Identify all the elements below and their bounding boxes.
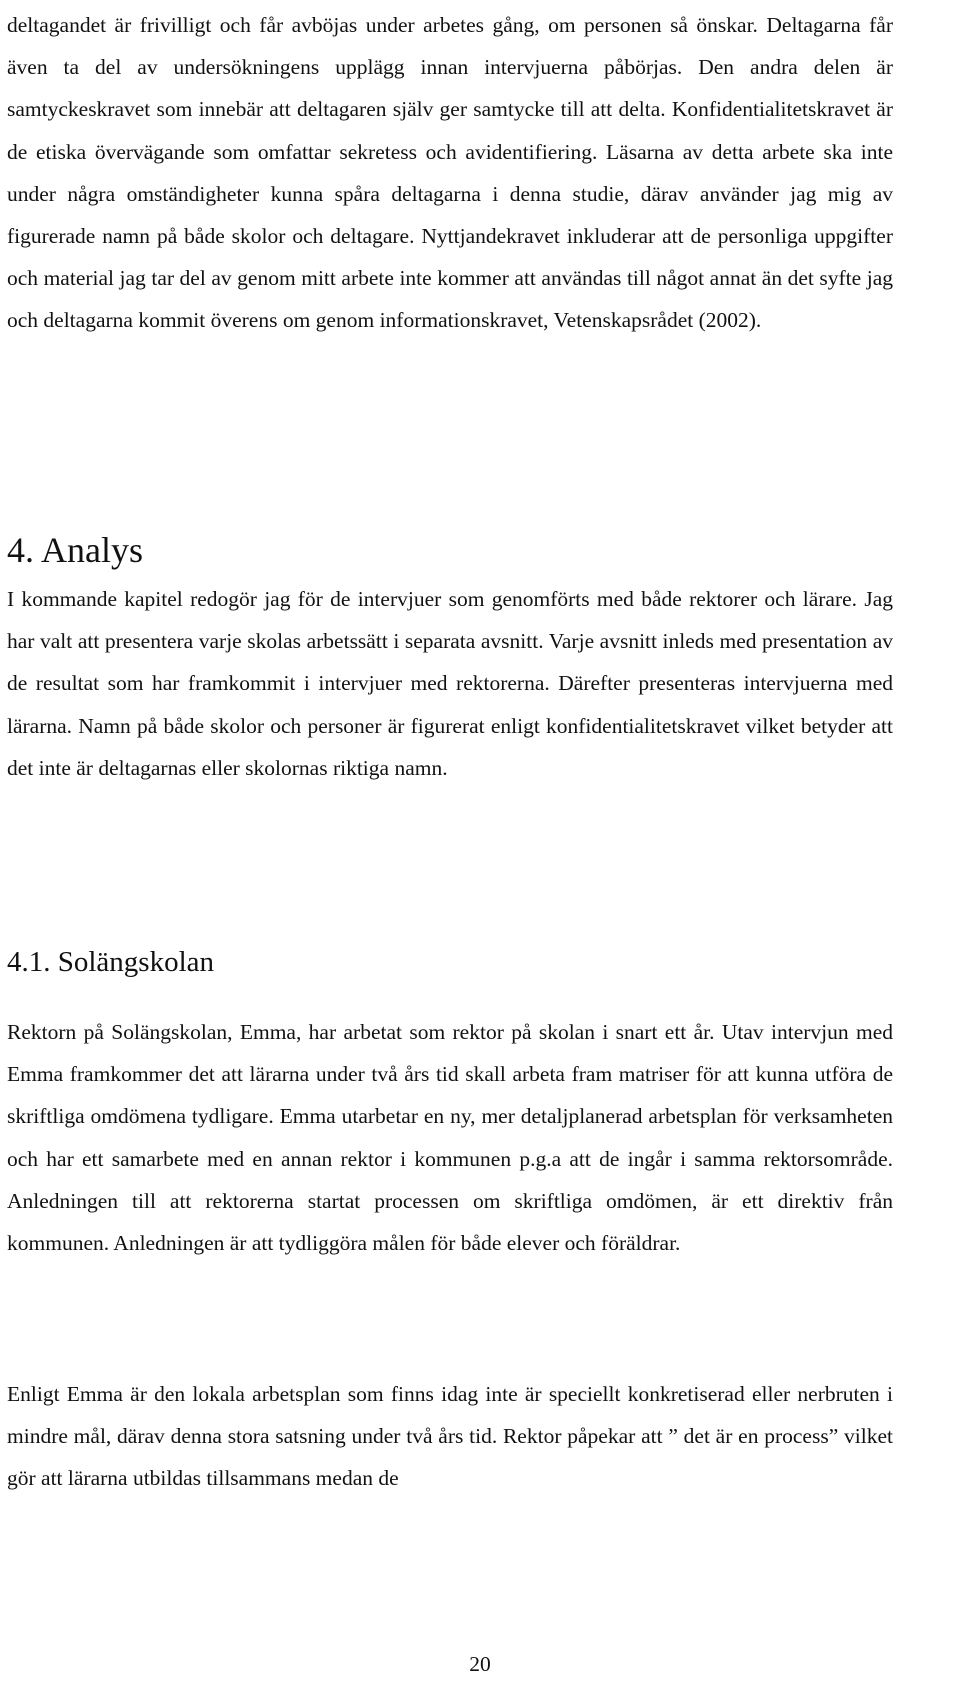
paragraph-ethics: deltagandet är frivilligt och får avböjas under arbetes gång, om personen så önskar. Deltagarna får även ta del av undersökningens upplägg innan intervjuerna påbörjas. Den andra delen är samtyckeskravet som innebär att deltagaren själv ger samtycke till att delta. Konfidentialitetskravet är de etiska övervägande som omfattar sekretess och avidentifiering. Läsarna av detta arbete ska inte under några omständigheter kunna spåra deltagarna i denna studie, därav använder jag mig av figurerade namn på både skolor och deltagare. Nyttjandekravet inkluderar att de personliga uppgifter och material jag tar del av genom mitt arbete inte kommer att användas till något annat än det syfte jag och deltagarna kommit överens om genom informationskravet, Vetenskapsrådet (2002). bbox=[7, 13, 893, 333]
heading-analys: 4. Analys bbox=[7, 530, 144, 570]
paragraph-analys-intro: I kommande kapitel redogör jag för de intervjuer som genomförts med både rektorer och lärare. Jag har valt att presentera varje skolas arbetssätt i separata avsnitt. Varje avsnitt inleds med presentation av de resultat som har framkommit i intervjuer med rektorerna. Därefter presenteras intervjuerna med lärarna. Namn på både skolor och personer är figurerat enligt konfidentialitetskravet vilket betyder att det inte är deltagarnas eller skolornas riktiga namn. bbox=[7, 587, 893, 780]
page-number: 20 bbox=[469, 1652, 491, 1676]
paragraph-solangskolan-rektor: Rektorn på Solängskolan, Emma, har arbetat som rektor på skolan i snart ett år. Utav intervjun med Emma framkommer det att lärarna under två års tid skall arbeta fram matriser för att kunna utföra de skriftliga omdömena tydligare. Emma utarbetar en ny, mer detaljplanerad arbetsplan för verksamheten och har ett samarbete med en annan rektor i kommunen p.g.a att de ingår i samma rektorsområde. Anledningen till att rektorerna startat processen om skriftliga omdömen, är ett direktiv från kommunen. Anledningen är att tydliggöra målen för både elever och föräldrar. bbox=[7, 1020, 893, 1256]
heading-solangskolan: 4.1. Solängskolan bbox=[7, 946, 215, 978]
paragraph-emma-arbetsplan: Enligt Emma är den lokala arbetsplan som finns idag inte är speciellt konkretiserad eller nerbruten i mindre mål, därav denna stora satsning under två års tid. Rektor påpekar att ” det är en process” vilket gör att lärarna utbildas tillsammans medan de bbox=[7, 1382, 893, 1491]
